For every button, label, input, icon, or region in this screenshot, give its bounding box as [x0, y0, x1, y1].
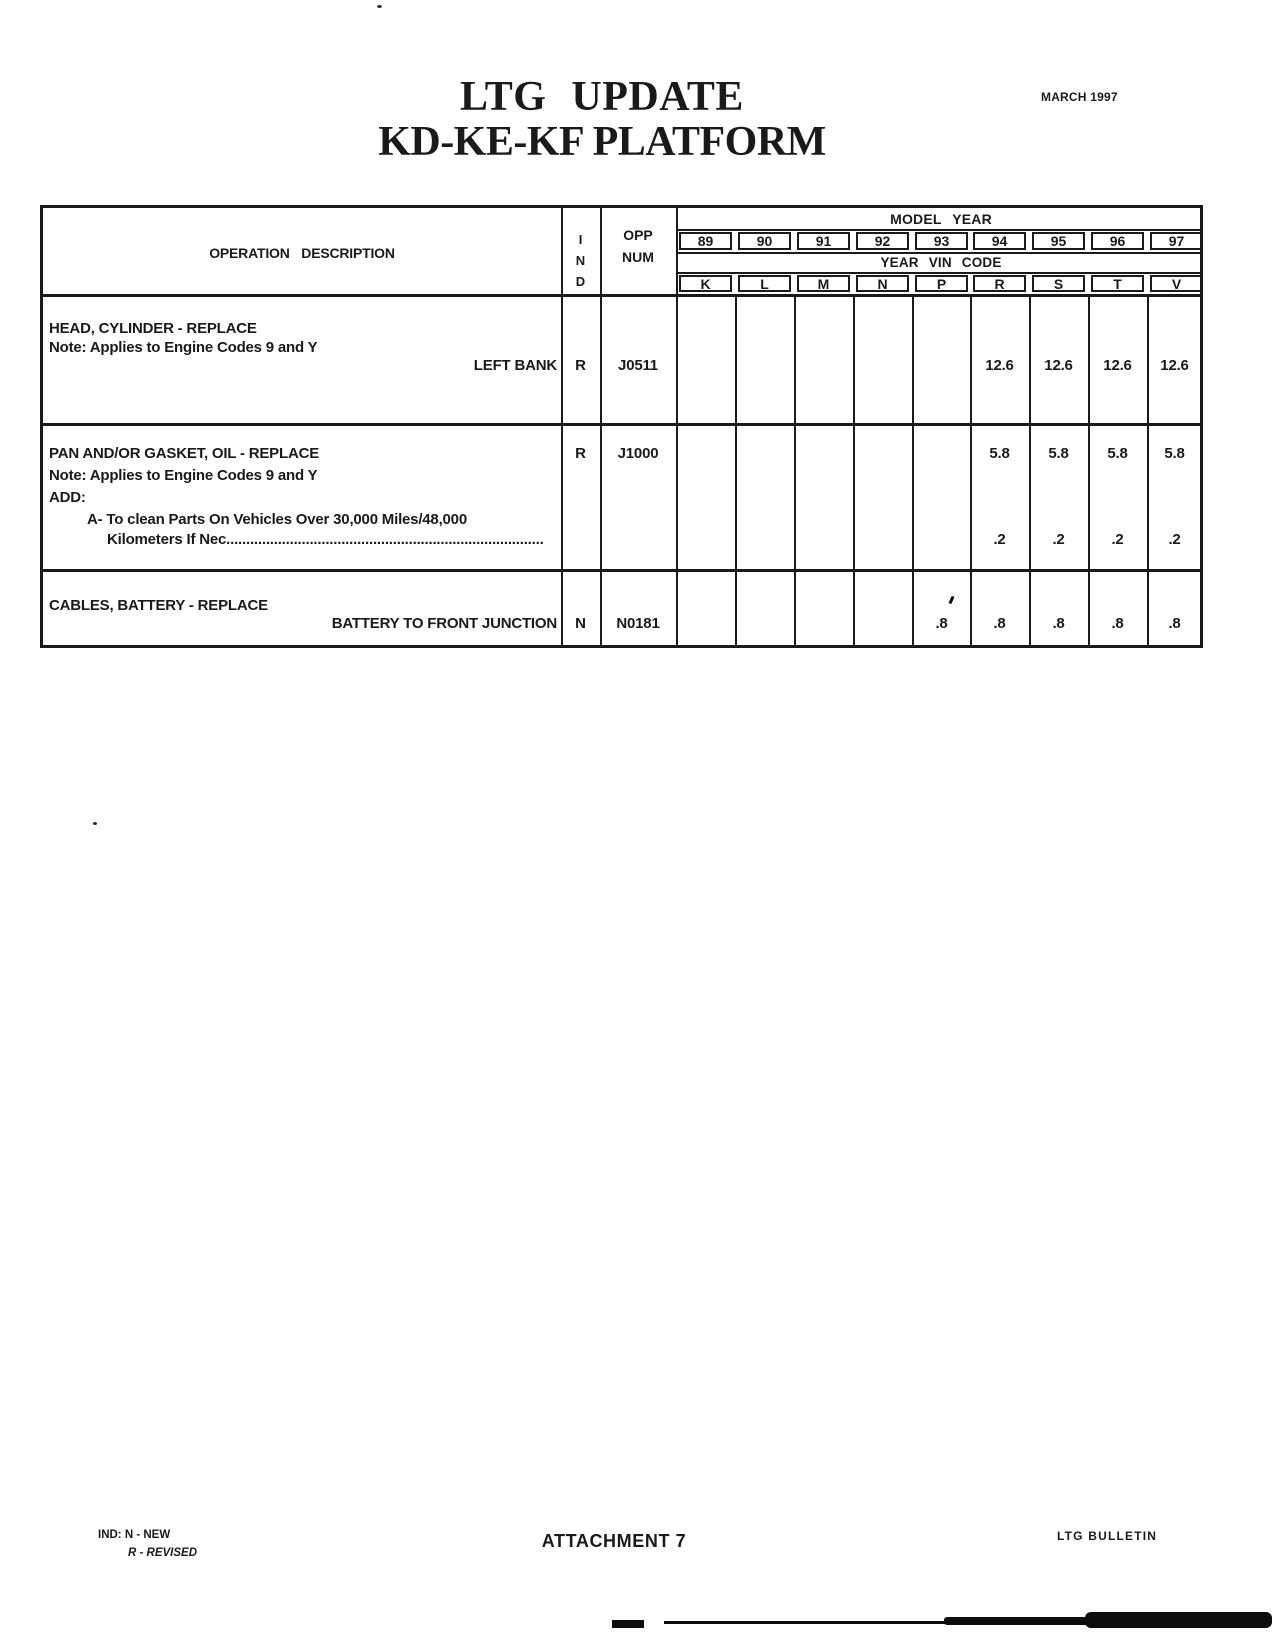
column-header-operation-description: OPERATION DESCRIPTION	[209, 245, 395, 261]
time-value-95: 5.8	[1048, 445, 1069, 462]
year-header-89: 89	[679, 232, 732, 250]
vin-header-r: R	[973, 275, 1026, 292]
column-header-ind-letter: N	[575, 253, 586, 268]
time-value-97: .8	[1168, 615, 1181, 632]
operation-add-line: Kilometers If Nec................................................................................	[107, 531, 544, 548]
time-value-94: 12.6	[985, 357, 1014, 374]
column-header-opp: OPP	[623, 227, 653, 243]
table-vline	[600, 208, 602, 645]
operation-add-line: A- To clean Parts On Vehicles Over 30,000 Miles/48,000	[87, 511, 467, 528]
vin-header-p: P	[915, 275, 968, 292]
ind-legend-line-1	[98, 1529, 170, 1541]
table-vline	[1029, 297, 1031, 645]
add-time-value-95: .2	[1052, 531, 1065, 548]
operation-title: PAN AND/OR GASKET, OIL - REPLACE	[49, 445, 320, 462]
vin-header-v: V	[1150, 275, 1203, 292]
time-value-94: 5.8	[989, 445, 1010, 462]
year-header-92: 92	[856, 232, 909, 250]
scan-speck	[377, 5, 382, 8]
scan-artifact-bar	[612, 1620, 644, 1628]
date-label: MARCH 1997	[1041, 90, 1118, 104]
time-value-97: 5.8	[1164, 445, 1185, 462]
scan-artifact-bar	[1085, 1612, 1272, 1628]
ind-legend-label: IND:	[98, 1529, 122, 1541]
year-header-96: 96	[1091, 232, 1144, 250]
table-hline	[676, 252, 1200, 254]
operation-title: CABLES, BATTERY - REPLACE	[49, 597, 268, 614]
table-vline	[794, 297, 796, 645]
vin-header-n: N	[856, 275, 909, 292]
page-title	[202, 74, 1002, 164]
time-value-96: 5.8	[1107, 445, 1128, 462]
table-hline	[676, 272, 1200, 274]
vin-header-m: M	[797, 275, 850, 292]
title-line-1: LTG UPDATE	[460, 74, 744, 120]
bulletin-label: LTG BULLETIN	[1057, 1529, 1158, 1543]
year-header-93: 93	[915, 232, 968, 250]
title-line-2: KD-KE-KF PLATFORM	[378, 119, 826, 165]
scan-speck	[93, 822, 97, 825]
ind-value: R	[575, 357, 586, 374]
vin-code-band-label: YEAR VIN CODE	[880, 255, 1002, 270]
year-header-94: 94	[973, 232, 1026, 250]
ind-value: N	[575, 615, 586, 632]
year-header-95: 95	[1032, 232, 1085, 250]
ind-legend-line-2: R - REVISED	[128, 1547, 198, 1559]
model-year-band-label: MODEL YEAR	[890, 211, 992, 227]
operation-note: Note: Applies to Engine Codes 9 and Y	[49, 467, 318, 484]
labor-time-table	[40, 205, 1203, 648]
year-header-97: 97	[1150, 232, 1203, 250]
table-vline	[853, 297, 855, 645]
column-header-opp: NUM	[622, 249, 654, 265]
operation-title: HEAD, CYLINDER - REPLACE	[49, 320, 257, 337]
table-vline	[912, 297, 914, 645]
opp-num-value: J1000	[617, 445, 659, 462]
operation-sub-label: BATTERY TO FRONT JUNCTION	[331, 615, 557, 632]
time-value-95: .8	[1052, 615, 1065, 632]
table-vline	[1088, 297, 1090, 645]
time-value-97: 12.6	[1160, 357, 1189, 374]
time-value-96: .8	[1111, 615, 1124, 632]
add-time-value-94: .2	[993, 531, 1006, 548]
operation-add-label: ADD:	[49, 489, 86, 506]
time-value-93: .8	[935, 615, 948, 632]
header-bottom-border	[43, 294, 1200, 297]
operation-note: Note: Applies to Engine Codes 9 and Y	[49, 339, 318, 356]
time-value-94: .8	[993, 615, 1006, 632]
vin-header-k: K	[679, 275, 732, 292]
table-vline	[970, 297, 972, 645]
column-header-ind-letter: I	[578, 232, 583, 247]
table-vline	[1147, 297, 1149, 645]
add-time-value-97: .2	[1168, 531, 1181, 548]
row-separator	[43, 423, 1200, 426]
scan-artifact-bar	[664, 1621, 954, 1624]
vin-header-s: S	[1032, 275, 1085, 292]
time-value-95: 12.6	[1044, 357, 1073, 374]
scan-stray-mark	[948, 596, 954, 605]
year-header-90: 90	[738, 232, 791, 250]
ind-legend-new: N - NEW	[124, 1529, 171, 1541]
year-header-91: 91	[797, 232, 850, 250]
row-separator	[43, 569, 1200, 572]
operation-sub-label: LEFT BANK	[473, 357, 557, 374]
ind-value: R	[575, 445, 586, 462]
column-header-ind-letter: D	[575, 274, 586, 289]
table-vline	[735, 297, 737, 645]
opp-num-value: J0511	[618, 357, 658, 374]
attachment-label: ATTACHMENT 7	[541, 1531, 687, 1551]
vin-header-t: T	[1091, 275, 1144, 292]
opp-num-value: N0181	[616, 615, 660, 632]
add-time-value-96: .2	[1111, 531, 1124, 548]
table-hline	[676, 229, 1200, 231]
time-value-96: 12.6	[1103, 357, 1132, 374]
vin-header-l: L	[738, 275, 791, 292]
